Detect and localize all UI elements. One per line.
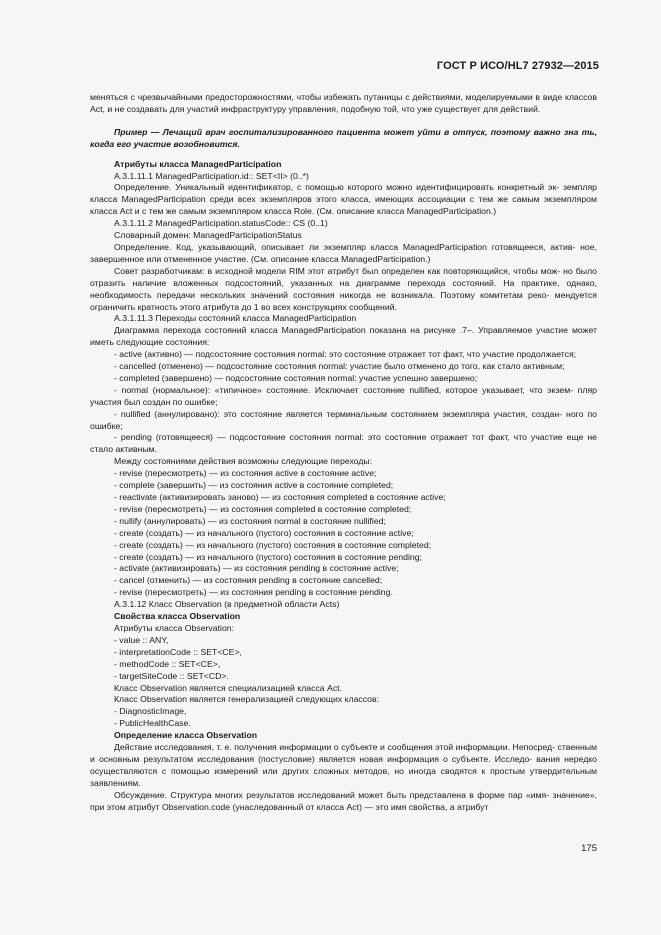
paragraph: - complete (завершить) — из состояния active в состояние completed; (114, 480, 394, 491)
paragraph: - create (создать) — из начального (пустого) состояния в состояние pending; (114, 551, 422, 562)
paragraph: - reactivate (активизировать заново) — из состояния completed в состояние active; (114, 492, 446, 502)
paragraph: Совет разработчикам: в исходной модели RIM этот атрибут был определен как повторяющийся, чтобы мож- но было отразить наличие вложенных подсостояний, указанных на диаграмме перехода состояний. На практике, однако, необходимость передачи нескольких значений состояния никогда не возникала. Поэтому комитетам реко- мендуется ограничить кратность этого атрибута до 1 во всех конструкциях сообщений. (90, 265, 597, 312)
paragraph: - nullified (аннулировано): это состояние является терминальным состоянием экземпляра участия, создан- ного по ошибке; (90, 408, 597, 431)
paragraph: Словарный домен: ManagedParticipationStatus (114, 230, 302, 241)
paragraph: - revise (пересмотреть) — из состояния pending в состояние pending. (114, 587, 393, 598)
paragraph: Между состояниями действия возможны следующие переходы: (114, 456, 373, 467)
paragraph: - active (активно) — подсостояние состояния normal: это состояние отражает тот факт, что участие продолжается; (114, 349, 577, 360)
paragraph: A.3.1.11.2 ManagedParticipation.statusCode:: CS (0..1) (114, 218, 328, 229)
paragraph: - pending (готовящееся) — подсостояние состояния normal: это состояние отражает тот факт, что участие еще не стало активным. (90, 432, 597, 455)
paragraph: - value :: ANY, (114, 634, 169, 645)
paragraph: - create (создать) — из начального (пустого) состояния в состояние active; (114, 527, 414, 538)
paragraph: A.3.1.12 Класс Observation (в предметной области Acts) (114, 599, 340, 610)
paragraph: - cancelled (отменено) — подсостояние состояния normal: участие было отменено до того, как стало активным; (114, 361, 565, 372)
paragraph: Свойства класса Observation (114, 611, 241, 622)
paragraph: Класс Observation является специализацией класса Act. (114, 682, 342, 693)
paragraph: - normal (нормальное): «типичное» состояние. Исключает состояние nullified, которое указывает, что экзем- пляр участия был создан по ошибке; (90, 384, 597, 407)
paragraph: - activate (активизировать) — из состояния pending в состояние active; (114, 563, 399, 574)
paragraph: Определение. Код, указывающий, описывает ли экземпляр класса ManagedParticipation готовящееся, актив- ное, завершенное или отмененное участие. (См. описание класса ManagedParticipation.) (90, 241, 597, 264)
paragraph: Определение. Уникальный идентификатор, с помощью которого можно идентифицировать конкретный эк- земпляр класса ManagedParticipation среди всех экземпляров этого класса, имеющих ассоциации с тем же самым экземпляром класса Act и с тем же самым экземпляром класса Role. (См. описание класса ManagedParticipation.) (90, 182, 597, 217)
document-header: ГОСТ Р ИСО/HL7 27932—2015 (436, 60, 599, 72)
paragraph: A.3.1.11.1 ManagedParticipation.id:: SET<II> (0..*) (114, 170, 309, 181)
paragraph: - revise (пересмотреть) — из состояния active в состояние active; (114, 468, 377, 479)
paragraph: - revise (пересмотреть) — из состояния completed в состояние completed; (114, 503, 412, 514)
paragraph: - targetSiteCode :: SET<CD>. (114, 670, 229, 681)
page-number: 175 (581, 843, 597, 854)
paragraph: A.3.1.11.3 Переходы состояний класса ManagedParticipation (114, 313, 357, 324)
paragraph: - nullify (аннулировать) — из состояния normal в состояние nullified; (114, 515, 386, 526)
paragraph: Определение класса Observation (114, 730, 258, 741)
paragraph: меняться с чрезвычайными предосторожностями, чтобы избежать путаницы с действиями, моделируемыми в виде классов Act, и не создавать для участий инфраструктуру управления, подобную той, что уже существует для действий. (90, 92, 597, 114)
paragraph: - completed (завершено) — подсостояние состояния normal: участие успешно завершено; (114, 372, 478, 383)
paragraph: Диаграмма перехода состояний класса ManagedParticipation показана на рисунке .7–. Управляемое участие может иметь следующие состояния: (90, 325, 597, 348)
paragraph: Атрибуты класса Observation: (114, 622, 235, 633)
paragraph: Пример — Лечащий врач госпитализированного пациента может уйти в отпуск, поэтому важно зна ть, когда его участие возобновится. (90, 126, 597, 149)
paragraph: Атрибуты класса ManagedParticipation (114, 158, 282, 169)
paragraph: - DiagnosticImage, (114, 706, 187, 717)
paragraph: Действие исследования, т. е. получения информации о субъекте и сообщения этой информации. Непосред- ственным и основным результатом исследования (постусловие) является новая информация о субъекте. Исследо- вания нередко осуществляются с помощью измерений или других сложных методов, но иногда сводятся к простым утвердительным заявлениям. (90, 742, 597, 788)
paragraph: - create (создать) — из начального (пустого) состояния в состояние completed; (114, 539, 432, 550)
paragraph: Класс Observation является генерализацией следующих классов: (114, 694, 380, 705)
paragraph: - interpretationCode :: SET<CE>, (114, 646, 242, 657)
paragraph: Обсуждение. Структура многих результатов исследований может быть представлена в форме пар «имя- значение», при этом атрибут Observation.code (унаследованный от класса Act) — это имя свойства, а атрибут (90, 789, 597, 812)
paragraph: - PublicHealthCase. (114, 718, 191, 729)
paragraph: - cancel (отменить) — из состояния pending в состояние cancelled; (114, 575, 383, 586)
paragraph: - methodCode :: SET<CE>, (114, 658, 221, 669)
document-body (90, 92, 597, 813)
